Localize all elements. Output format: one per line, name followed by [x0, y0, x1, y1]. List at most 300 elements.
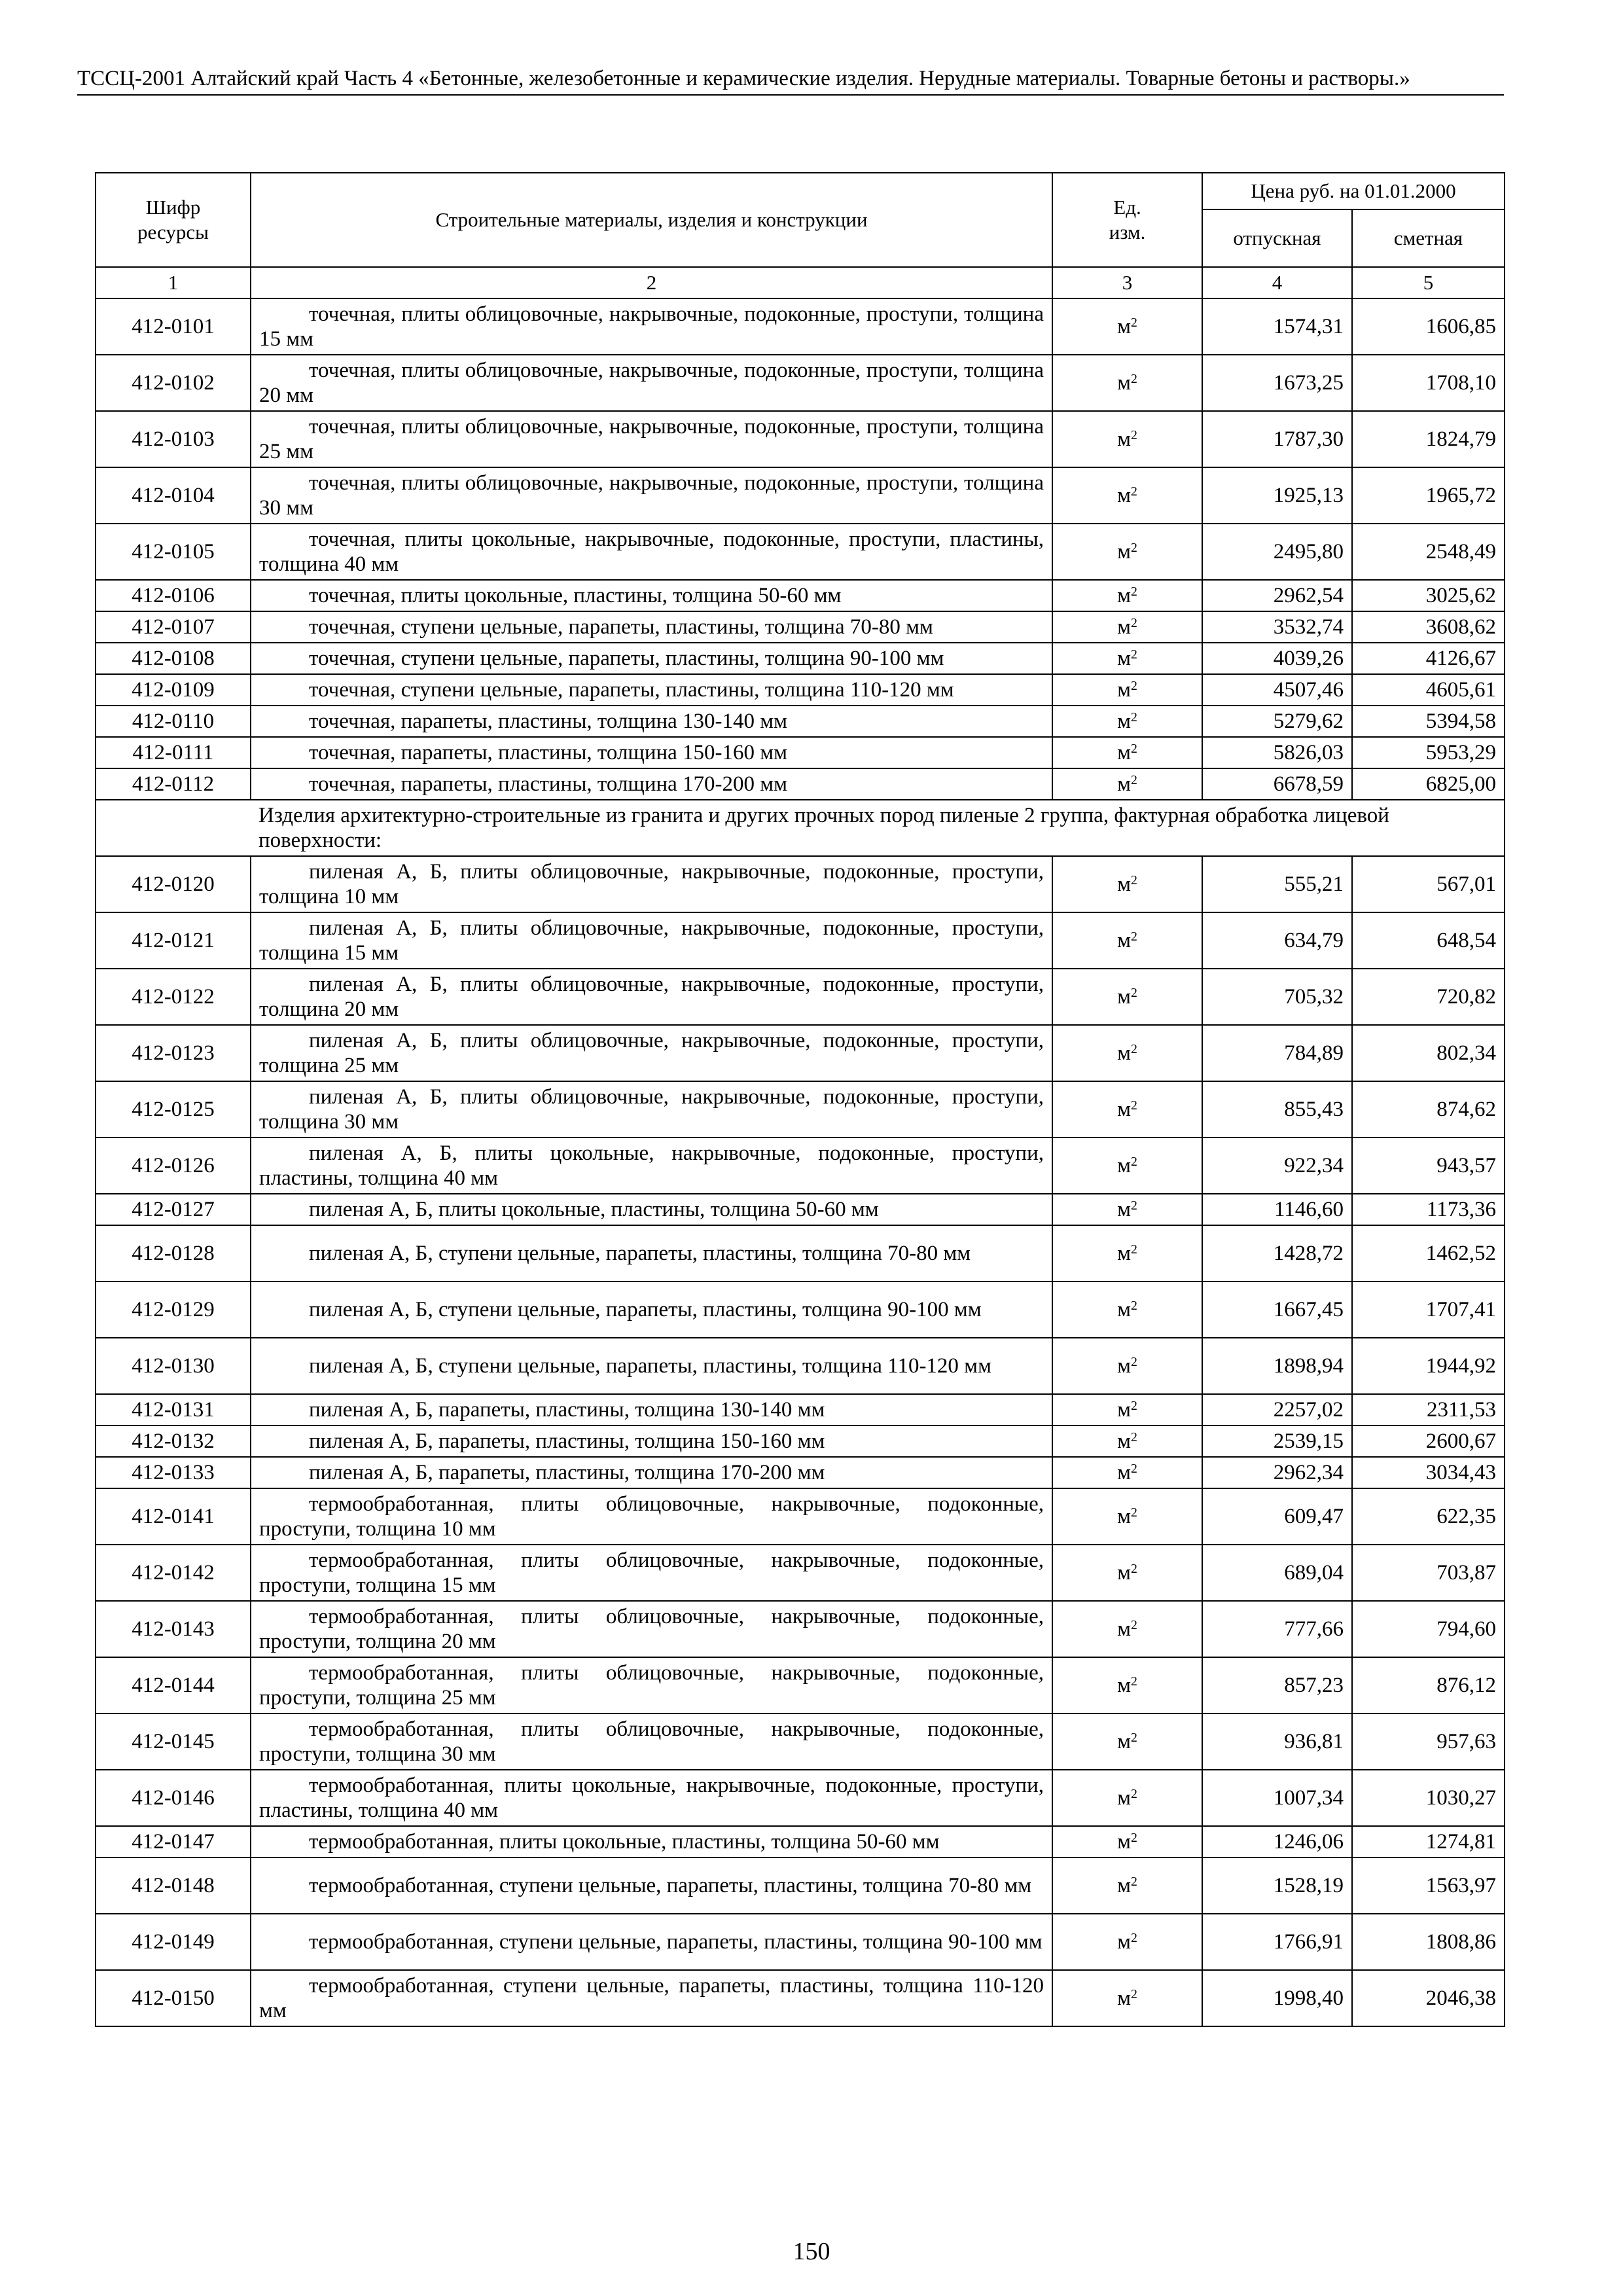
page-number: 150	[793, 2238, 830, 2265]
unit-exponent: 2	[1131, 1399, 1137, 1414]
material-description	[251, 1826, 1052, 1857]
resource-code: 412-0101	[96, 298, 251, 355]
unit-base: м	[1117, 647, 1131, 670]
release-price: 1146,60	[1202, 1194, 1352, 1225]
unit-exponent: 2	[1131, 929, 1137, 944]
release-price: 2962,54	[1202, 580, 1352, 611]
table-row	[96, 1914, 1505, 1970]
document-title: ТССЦ-2001 Алтайский край Часть 4 «Бетонные, железобетонные и керамические изделия. Нерудные материалы. Товарные бетоны и растворы.»	[77, 67, 1410, 90]
table-row	[96, 298, 1505, 355]
table-row	[96, 1545, 1505, 1601]
estimate-price: 2046,38	[1352, 1970, 1505, 2026]
unit-base: м	[1117, 1154, 1131, 1177]
unit-exponent: 2	[1131, 1155, 1137, 1170]
unit-exponent: 2	[1131, 1731, 1137, 1746]
release-price: 6678,59	[1202, 768, 1352, 800]
unit-of-measure	[1052, 1545, 1202, 1601]
material-description	[251, 1457, 1052, 1488]
material-description	[251, 355, 1052, 411]
unit-of-measure	[1052, 1770, 1202, 1826]
estimate-price: 874,62	[1352, 1081, 1505, 1138]
resource-code: 412-0120	[96, 856, 251, 912]
unit-of-measure	[1052, 1282, 1202, 1338]
unit-of-measure	[1052, 298, 1202, 355]
table-row	[96, 1770, 1505, 1826]
col-header-release: отпускная	[1202, 209, 1352, 267]
estimate-price: 648,54	[1352, 912, 1505, 969]
material-description	[251, 524, 1052, 580]
resource-code: 412-0122	[96, 969, 251, 1025]
material-description	[251, 580, 1052, 611]
release-price: 922,34	[1202, 1138, 1352, 1194]
material-description-text: пиленая А, Б, плиты облицовочные, накрывочные, подоконные, проступи, толщина 10 мм	[259, 860, 1044, 908]
unit-of-measure	[1052, 1194, 1202, 1225]
estimate-price: 957,63	[1352, 1713, 1505, 1770]
material-description-text: точечная, ступени цельные, парапеты, пластины, толщина 110-120 мм	[309, 678, 954, 702]
resource-code: 412-0149	[96, 1914, 251, 1970]
unit-of-measure	[1052, 355, 1202, 411]
unit-of-measure	[1052, 611, 1202, 643]
material-description	[251, 1338, 1052, 1394]
resource-code: 412-0107	[96, 611, 251, 643]
material-description	[251, 1488, 1052, 1545]
col-header-estimate: сметная	[1352, 209, 1505, 267]
resource-code: 412-0145	[96, 1713, 251, 1770]
resource-code: 412-0127	[96, 1194, 251, 1225]
material-description-text: точечная, плиты облицовочные, накрывочные, подоконные, проступи, толщина 15 мм	[259, 302, 1044, 351]
estimate-price: 2311,53	[1352, 1394, 1505, 1426]
resource-code: 412-0130	[96, 1338, 251, 1394]
estimate-price: 1462,52	[1352, 1225, 1505, 1282]
table-row	[96, 737, 1505, 768]
unit-of-measure	[1052, 580, 1202, 611]
material-description	[251, 856, 1052, 912]
estimate-price: 1708,10	[1352, 355, 1505, 411]
material-description-text: точечная, парапеты, пластины, толщина 170-200 мм	[309, 772, 788, 796]
material-description-text: точечная, плиты облицовочные, накрывочные, подоконные, проступи, толщина 20 мм	[259, 359, 1044, 407]
unit-base: м	[1117, 1930, 1131, 1954]
unit-base: м	[1117, 584, 1131, 607]
resource-code: 412-0125	[96, 1081, 251, 1138]
unit-exponent: 2	[1131, 372, 1137, 387]
table-row	[96, 1488, 1505, 1545]
table-row	[96, 768, 1505, 800]
release-price: 936,81	[1202, 1713, 1352, 1770]
release-price: 5279,62	[1202, 706, 1352, 737]
table-row	[96, 1457, 1505, 1488]
col-number: 4	[1202, 267, 1352, 298]
material-description-text: пиленая А, Б, ступени цельные, парапеты, пластины, толщина 90-100 мм	[309, 1298, 982, 1321]
unit-exponent: 2	[1131, 1562, 1137, 1577]
table-row	[96, 611, 1505, 643]
unit-of-measure	[1052, 467, 1202, 524]
release-price: 1898,94	[1202, 1338, 1352, 1394]
unit-exponent: 2	[1131, 1505, 1137, 1520]
table-row	[96, 1601, 1505, 1657]
release-price: 609,47	[1202, 1488, 1352, 1545]
unit-of-measure	[1052, 1601, 1202, 1657]
resource-code: 412-0148	[96, 1857, 251, 1914]
estimate-price: 6825,00	[1352, 768, 1505, 800]
table-header-row	[96, 173, 1505, 209]
resource-code: 412-0147	[96, 1826, 251, 1857]
unit-of-measure	[1052, 1657, 1202, 1713]
estimate-price: 4126,67	[1352, 643, 1505, 674]
table-row	[96, 1426, 1505, 1457]
unit-of-measure	[1052, 1225, 1202, 1282]
unit-exponent: 2	[1131, 710, 1137, 725]
table-row	[96, 706, 1505, 737]
resource-code: 412-0129	[96, 1282, 251, 1338]
unit-of-measure	[1052, 1457, 1202, 1488]
unit-base: м	[1117, 1298, 1131, 1321]
unit-base: м	[1117, 540, 1131, 564]
release-price: 855,43	[1202, 1081, 1352, 1138]
material-description-text: точечная, ступени цельные, парапеты, пластины, толщина 70-80 мм	[309, 615, 933, 639]
unit-base: м	[1117, 1354, 1131, 1378]
estimate-price: 1707,41	[1352, 1282, 1505, 1338]
unit-of-measure	[1052, 706, 1202, 737]
estimate-price: 720,82	[1352, 969, 1505, 1025]
unit-exponent: 2	[1131, 1674, 1137, 1689]
resource-code: 412-0143	[96, 1601, 251, 1657]
unit-exponent: 2	[1131, 1242, 1137, 1257]
material-description-text: термообработанная, плиты облицовочные, накрывочные, подоконные, проступи, толщина 15 мм	[259, 1549, 1044, 1597]
release-price: 2257,02	[1202, 1394, 1352, 1426]
table-row	[96, 1194, 1505, 1225]
material-description	[251, 1225, 1052, 1282]
estimate-price: 5394,58	[1352, 706, 1505, 737]
release-price: 1428,72	[1202, 1225, 1352, 1282]
table-row	[96, 1081, 1505, 1138]
release-price: 4039,26	[1202, 643, 1352, 674]
table-row	[96, 1970, 1505, 2026]
table-row	[96, 643, 1505, 674]
resource-code: 412-0108	[96, 643, 251, 674]
resource-code: 412-0102	[96, 355, 251, 411]
estimate-price: 622,35	[1352, 1488, 1505, 1545]
material-description	[251, 706, 1052, 737]
unit-of-measure	[1052, 856, 1202, 912]
unit-exponent: 2	[1131, 1462, 1137, 1477]
unit-exponent: 2	[1131, 1618, 1137, 1633]
material-description-text: термообработанная, плиты облицовочные, накрывочные, подоконные, проступи, толщина 20 мм	[259, 1605, 1044, 1653]
release-price: 689,04	[1202, 1545, 1352, 1601]
resource-code: 412-0106	[96, 580, 251, 611]
release-price: 1574,31	[1202, 298, 1352, 355]
table-row	[96, 467, 1505, 524]
resource-code: 412-0121	[96, 912, 251, 969]
material-description-text: термообработанная, ступени цельные, парапеты, пластины, толщина 70-80 мм	[309, 1874, 1032, 1897]
column-numbers-row	[96, 267, 1505, 298]
table-row	[96, 1138, 1505, 1194]
release-price: 784,89	[1202, 1025, 1352, 1081]
estimate-price: 703,87	[1352, 1545, 1505, 1601]
unit-base: м	[1117, 1830, 1131, 1854]
group-heading-row	[96, 800, 1505, 856]
material-description-text: термообработанная, плиты облицовочные, накрывочные, подоконные, проступи, толщина 30 мм	[259, 1717, 1044, 1766]
table-row	[96, 524, 1505, 580]
estimate-price: 1824,79	[1352, 411, 1505, 467]
unit-exponent: 2	[1131, 742, 1137, 757]
unit-of-measure	[1052, 1914, 1202, 1970]
unit-base: м	[1117, 1561, 1131, 1585]
release-price: 857,23	[1202, 1657, 1352, 1713]
unit-base: м	[1117, 615, 1131, 639]
resource-code: 412-0146	[96, 1770, 251, 1826]
material-description	[251, 1601, 1052, 1657]
estimate-price: 794,60	[1352, 1601, 1505, 1657]
unit-base: м	[1117, 1617, 1131, 1641]
col-number: 3	[1052, 267, 1202, 298]
table-row	[96, 411, 1505, 467]
unit-of-measure	[1052, 1488, 1202, 1545]
material-description-text: термообработанная, плиты облицовочные, накрывочные, подоконные, проступи, толщина 10 мм	[259, 1492, 1044, 1541]
release-price: 1787,30	[1202, 411, 1352, 467]
unit-base: м	[1117, 1198, 1131, 1221]
unit-exponent: 2	[1131, 1987, 1137, 2002]
resource-code: 412-0112	[96, 768, 251, 800]
col-header-code: Шифр ресурсы	[96, 173, 251, 267]
material-description	[251, 1025, 1052, 1081]
table-row	[96, 580, 1505, 611]
unit-base: м	[1117, 1786, 1131, 1810]
material-description-text: точечная, парапеты, пластины, толщина 130-140 мм	[309, 709, 788, 733]
unit-exponent: 2	[1131, 1787, 1137, 1802]
material-description	[251, 1545, 1052, 1601]
resource-code: 412-0126	[96, 1138, 251, 1194]
material-description-text: точечная, парапеты, пластины, толщина 150-160 мм	[309, 741, 788, 764]
release-price: 2962,34	[1202, 1457, 1352, 1488]
unit-base: м	[1117, 929, 1131, 952]
unit-exponent: 2	[1131, 647, 1137, 662]
material-description	[251, 1770, 1052, 1826]
material-description	[251, 298, 1052, 355]
material-description-text: пиленая А, Б, плиты цокольные, пластины, толщина 50-60 мм	[309, 1198, 879, 1221]
unit-exponent: 2	[1131, 773, 1137, 788]
unit-exponent: 2	[1131, 1831, 1137, 1846]
release-price: 705,32	[1202, 969, 1352, 1025]
material-description	[251, 1138, 1052, 1194]
unit-exponent: 2	[1131, 541, 1137, 556]
table-row	[96, 1338, 1505, 1394]
material-description	[251, 1282, 1052, 1338]
unit-of-measure	[1052, 1426, 1202, 1457]
release-price: 3532,74	[1202, 611, 1352, 643]
release-price: 1246,06	[1202, 1826, 1352, 1857]
material-description	[251, 643, 1052, 674]
unit-base: м	[1117, 484, 1131, 507]
material-description	[251, 912, 1052, 969]
release-price: 1998,40	[1202, 1970, 1352, 2026]
resource-code: 412-0133	[96, 1457, 251, 1488]
unit-base: м	[1117, 315, 1131, 338]
resource-code: 412-0150	[96, 1970, 251, 2026]
group-heading: Изделия архитектурно-строительные из гранита и других прочных пород пиленые 2 группа, фактурная обработка лицевой поверхности:	[251, 800, 1505, 856]
release-price: 1766,91	[1202, 1914, 1352, 1970]
estimate-price: 1030,27	[1352, 1770, 1505, 1826]
unit-base: м	[1117, 741, 1131, 764]
unit-exponent: 2	[1131, 1874, 1137, 1890]
resource-code: 412-0141	[96, 1488, 251, 1545]
material-description-text: термообработанная, ступени цельные, парапеты, пластины, толщина 90-100 мм	[309, 1930, 1043, 1954]
col-number: 1	[96, 267, 251, 298]
material-description	[251, 467, 1052, 524]
unit-base: м	[1117, 872, 1131, 896]
material-description	[251, 411, 1052, 467]
estimate-price: 1173,36	[1352, 1194, 1505, 1225]
unit-exponent: 2	[1131, 1430, 1137, 1445]
unit-base: м	[1117, 1041, 1131, 1065]
resource-code: 412-0132	[96, 1426, 251, 1457]
resource-code: 412-0128	[96, 1225, 251, 1282]
estimate-price: 1965,72	[1352, 467, 1505, 524]
estimate-price: 1808,86	[1352, 1914, 1505, 1970]
estimate-price: 3608,62	[1352, 611, 1505, 643]
unit-base: м	[1117, 1398, 1131, 1422]
table-row	[96, 1657, 1505, 1713]
table-row	[96, 1282, 1505, 1338]
unit-exponent: 2	[1131, 1355, 1137, 1370]
table-row	[96, 912, 1505, 969]
material-description-text: пиленая А, Б, плиты облицовочные, накрывочные, подоконные, проступи, толщина 30 мм	[259, 1085, 1044, 1134]
table-row	[96, 674, 1505, 706]
material-description	[251, 611, 1052, 643]
material-description	[251, 1857, 1052, 1914]
unit-of-measure	[1052, 1394, 1202, 1426]
release-price: 1925,13	[1202, 467, 1352, 524]
material-description	[251, 737, 1052, 768]
estimate-price: 2600,67	[1352, 1426, 1505, 1457]
resource-code: 412-0142	[96, 1545, 251, 1601]
material-description	[251, 1081, 1052, 1138]
unit-of-measure	[1052, 1826, 1202, 1857]
table-row	[96, 355, 1505, 411]
unit-exponent: 2	[1131, 1931, 1137, 1946]
unit-of-measure	[1052, 1025, 1202, 1081]
table-row	[96, 1394, 1505, 1426]
material-description-text: пиленая А, Б, парапеты, пластины, толщина 130-140 мм	[309, 1398, 825, 1422]
unit-of-measure	[1052, 969, 1202, 1025]
unit-base: м	[1117, 1874, 1131, 1897]
resource-code: 412-0105	[96, 524, 251, 580]
unit-of-measure	[1052, 1081, 1202, 1138]
material-description-text: термообработанная, плиты цокольные, пластины, толщина 50-60 мм	[309, 1830, 940, 1854]
material-description	[251, 768, 1052, 800]
material-description-text: пиленая А, Б, плиты облицовочные, накрывочные, подоконные, проступи, толщина 15 мм	[259, 916, 1044, 965]
material-description-text: точечная, плиты облицовочные, накрывочные, подоконные, проступи, толщина 25 мм	[259, 415, 1044, 463]
unit-base: м	[1117, 1505, 1131, 1528]
estimate-price: 943,57	[1352, 1138, 1505, 1194]
unit-of-measure	[1052, 737, 1202, 768]
unit-base: м	[1117, 985, 1131, 1009]
unit-exponent: 2	[1131, 679, 1137, 694]
material-description	[251, 1194, 1052, 1225]
release-price: 634,79	[1202, 912, 1352, 969]
material-description-text: точечная, ступени цельные, парапеты, пластины, толщина 90-100 мм	[309, 647, 944, 670]
material-description-text: пиленая А, Б, ступени цельные, парапеты, пластины, толщина 110-120 мм	[309, 1354, 991, 1378]
material-description-text: пиленая А, Б, плиты облицовочные, накрывочные, подоконные, проступи, толщина 25 мм	[259, 1029, 1044, 1077]
unit-base: м	[1117, 427, 1131, 451]
estimate-price: 3034,43	[1352, 1457, 1505, 1488]
estimate-price: 1944,92	[1352, 1338, 1505, 1394]
unit-base: м	[1117, 1730, 1131, 1753]
unit-exponent: 2	[1131, 1042, 1137, 1057]
resource-code: 412-0104	[96, 467, 251, 524]
unit-base: м	[1117, 1461, 1131, 1484]
estimate-price: 5953,29	[1352, 737, 1505, 768]
release-price: 2539,15	[1202, 1426, 1352, 1457]
release-price: 4507,46	[1202, 674, 1352, 706]
estimate-price: 1563,97	[1352, 1857, 1505, 1914]
resource-code: 412-0144	[96, 1657, 251, 1713]
unit-base: м	[1117, 371, 1131, 395]
unit-base: м	[1117, 1098, 1131, 1121]
material-description	[251, 969, 1052, 1025]
unit-exponent: 2	[1131, 428, 1137, 443]
material-description	[251, 1713, 1052, 1770]
material-description-text: пиленая А, Б, ступени цельные, парапеты, пластины, толщина 70-80 мм	[309, 1242, 971, 1265]
material-description-text: точечная, плиты цокольные, пластины, толщина 50-60 мм	[309, 584, 842, 607]
resource-code: 412-0109	[96, 674, 251, 706]
unit-base: м	[1117, 1429, 1131, 1453]
estimate-price: 876,12	[1352, 1657, 1505, 1713]
material-description	[251, 1914, 1052, 1970]
table-row	[96, 1713, 1505, 1770]
material-description-text: пиленая А, Б, плиты цокольные, накрывочные, подоконные, проступи, пластины, толщина 40 мм	[259, 1141, 1044, 1190]
unit-of-measure	[1052, 1857, 1202, 1914]
table-row	[96, 856, 1505, 912]
release-price: 1673,25	[1202, 355, 1352, 411]
material-description-text: точечная, плиты цокольные, накрывочные, подоконные, проступи, пластины, толщина 40 мм	[259, 528, 1044, 576]
col-number: 2	[251, 267, 1052, 298]
estimate-price: 1274,81	[1352, 1826, 1505, 1857]
material-description-text: точечная, плиты облицовочные, накрывочные, подоконные, проступи, толщина 30 мм	[259, 471, 1044, 520]
group-code-cell	[96, 800, 251, 856]
price-table	[95, 172, 1505, 2027]
material-description-text: термообработанная, плиты облицовочные, накрывочные, подоконные, проступи, толщина 25 мм	[259, 1661, 1044, 1710]
table-row	[96, 969, 1505, 1025]
material-description-text: пиленая А, Б, парапеты, пластины, толщина 170-200 мм	[309, 1461, 825, 1484]
material-description-text: пиленая А, Б, парапеты, пластины, толщина 150-160 мм	[309, 1429, 825, 1453]
resource-code: 412-0123	[96, 1025, 251, 1081]
release-price: 777,66	[1202, 1601, 1352, 1657]
release-price: 1528,19	[1202, 1857, 1352, 1914]
estimate-price: 802,34	[1352, 1025, 1505, 1081]
col-header-price-group: Цена руб. на 01.01.2000	[1202, 173, 1505, 209]
estimate-price: 1606,85	[1352, 298, 1505, 355]
table-row	[96, 1857, 1505, 1914]
unit-of-measure	[1052, 1338, 1202, 1394]
material-description	[251, 1970, 1052, 2026]
table-row	[96, 1826, 1505, 1857]
material-description	[251, 674, 1052, 706]
unit-exponent: 2	[1131, 1299, 1137, 1314]
material-description	[251, 1394, 1052, 1426]
material-description-text: термообработанная, ступени цельные, парапеты, пластины, толщина 110-120 мм	[259, 1974, 1044, 2022]
unit-of-measure	[1052, 524, 1202, 580]
table-row	[96, 1225, 1505, 1282]
unit-exponent: 2	[1131, 616, 1137, 631]
unit-exponent: 2	[1131, 873, 1137, 888]
unit-exponent: 2	[1131, 1198, 1137, 1213]
col-number: 5	[1352, 267, 1505, 298]
unit-base: м	[1117, 678, 1131, 702]
resource-code: 412-0111	[96, 737, 251, 768]
material-description-text: пиленая А, Б, плиты облицовочные, накрывочные, подоконные, проступи, толщина 20 мм	[259, 973, 1044, 1021]
resource-code: 412-0103	[96, 411, 251, 467]
document-header	[77, 65, 1504, 96]
